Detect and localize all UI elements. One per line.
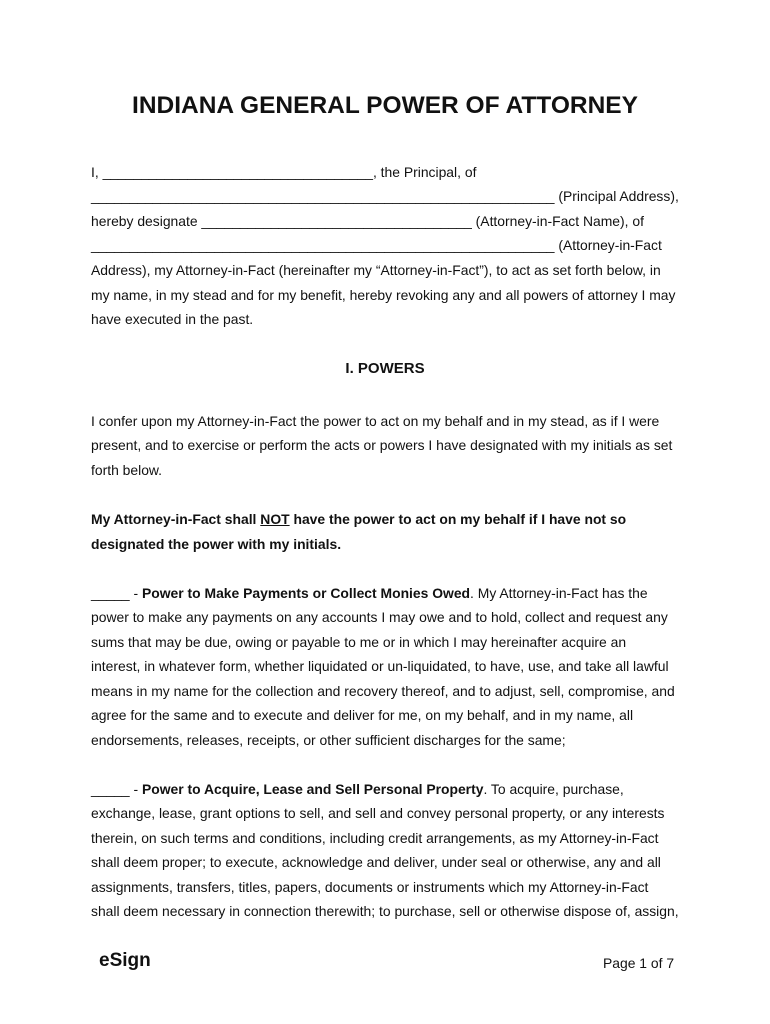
notice-line xyxy=(91,511,691,527)
confer-line: I confer upon my Attorney-in-Fact the power to act on my behalf and in my stead, as if I were xyxy=(91,413,660,429)
power-line: therein, on such terms and conditions, including credit arrangements, as my Attorney-in-Fact xyxy=(91,830,659,846)
intro-line: Address), my Attorney-in-Fact (hereinafter my “Attorney-in-Fact”), to act as set forth below, in xyxy=(91,262,661,278)
intro-line: my name, in my stead and for my benefit, hereby revoking any and all powers of attorney I may xyxy=(91,287,676,303)
document-title: INDIANA GENERAL POWER OF ATTORNEY xyxy=(132,92,638,119)
confer-line: present, and to exercise or perform the acts or powers I have designated with my initials as set xyxy=(91,437,673,453)
intro-line: ____________________________________________________________ (Principal Address), xyxy=(91,188,679,204)
initials-blank: _____ - xyxy=(91,585,142,601)
power-payments-heading xyxy=(91,585,691,601)
power-line: means in my name for the collection and recovery thereof, and to adjust, sell, compromise, and xyxy=(91,683,675,699)
notice-text: have the power to act on my behalf if I have not so xyxy=(289,511,627,527)
power-text: . My Attorney-in-Fact has the xyxy=(470,585,648,601)
initials-blank: _____ - xyxy=(91,781,142,797)
power-line: shall deem necessary in connection therewith; to purchase, sell or otherwise dispose of, assign, xyxy=(91,903,679,919)
power-line: power to make any payments on any accounts I may owe and to hold, collect and request any xyxy=(91,609,668,625)
power-line: exchange, lease, grant options to sell, and sell and convey personal property, or any interests xyxy=(91,805,665,821)
notice-line: designated the power with my initials. xyxy=(91,536,342,552)
notice-not-emphasis: NOT xyxy=(260,511,290,527)
power-line: sums that may be due, owing or payable to me or in which I may hereinafter acquire an xyxy=(91,634,627,650)
confer-line: forth below. xyxy=(91,462,163,478)
power-title: Power to Make Payments or Collect Monies Owed xyxy=(141,585,471,601)
intro-line: have executed in the past. xyxy=(91,311,254,327)
power-property-heading xyxy=(91,781,691,797)
esign-logo: eSign xyxy=(99,950,151,971)
power-line: endorsements, releases, receipts, or other sufficient discharges for the same; xyxy=(91,732,566,748)
power-title: Power to Acquire, Lease and Sell Personal Property xyxy=(141,781,484,797)
intro-line: hereby designate ___________________________________ (Attorney-in-Fact Name), of xyxy=(91,213,644,229)
section-heading: I. POWERS xyxy=(345,360,425,377)
intro-line: I, ___________________________________, the Principal, of xyxy=(91,164,477,180)
power-text: . To acquire, purchase, xyxy=(483,781,624,797)
power-line: interest, in whatever form, whether liquidated or un-liquidated, to have, use, and take all lawful xyxy=(91,658,669,674)
power-line: shall deem proper; to execute, acknowledge and deliver, under seal or otherwise, any and all xyxy=(91,854,661,870)
power-line: assignments, transfers, titles, papers, documents or instruments which my Attorney-in-Fact xyxy=(91,879,649,895)
notice-text: My Attorney-in-Fact shall xyxy=(91,511,261,527)
power-line: agree for the same and to execute and deliver for me, on my behalf, and in my name, all xyxy=(91,707,634,723)
intro-line: ____________________________________________________________ (Attorney-in-Fact xyxy=(91,237,662,253)
page-number: Page 1 of 7 xyxy=(603,955,675,971)
